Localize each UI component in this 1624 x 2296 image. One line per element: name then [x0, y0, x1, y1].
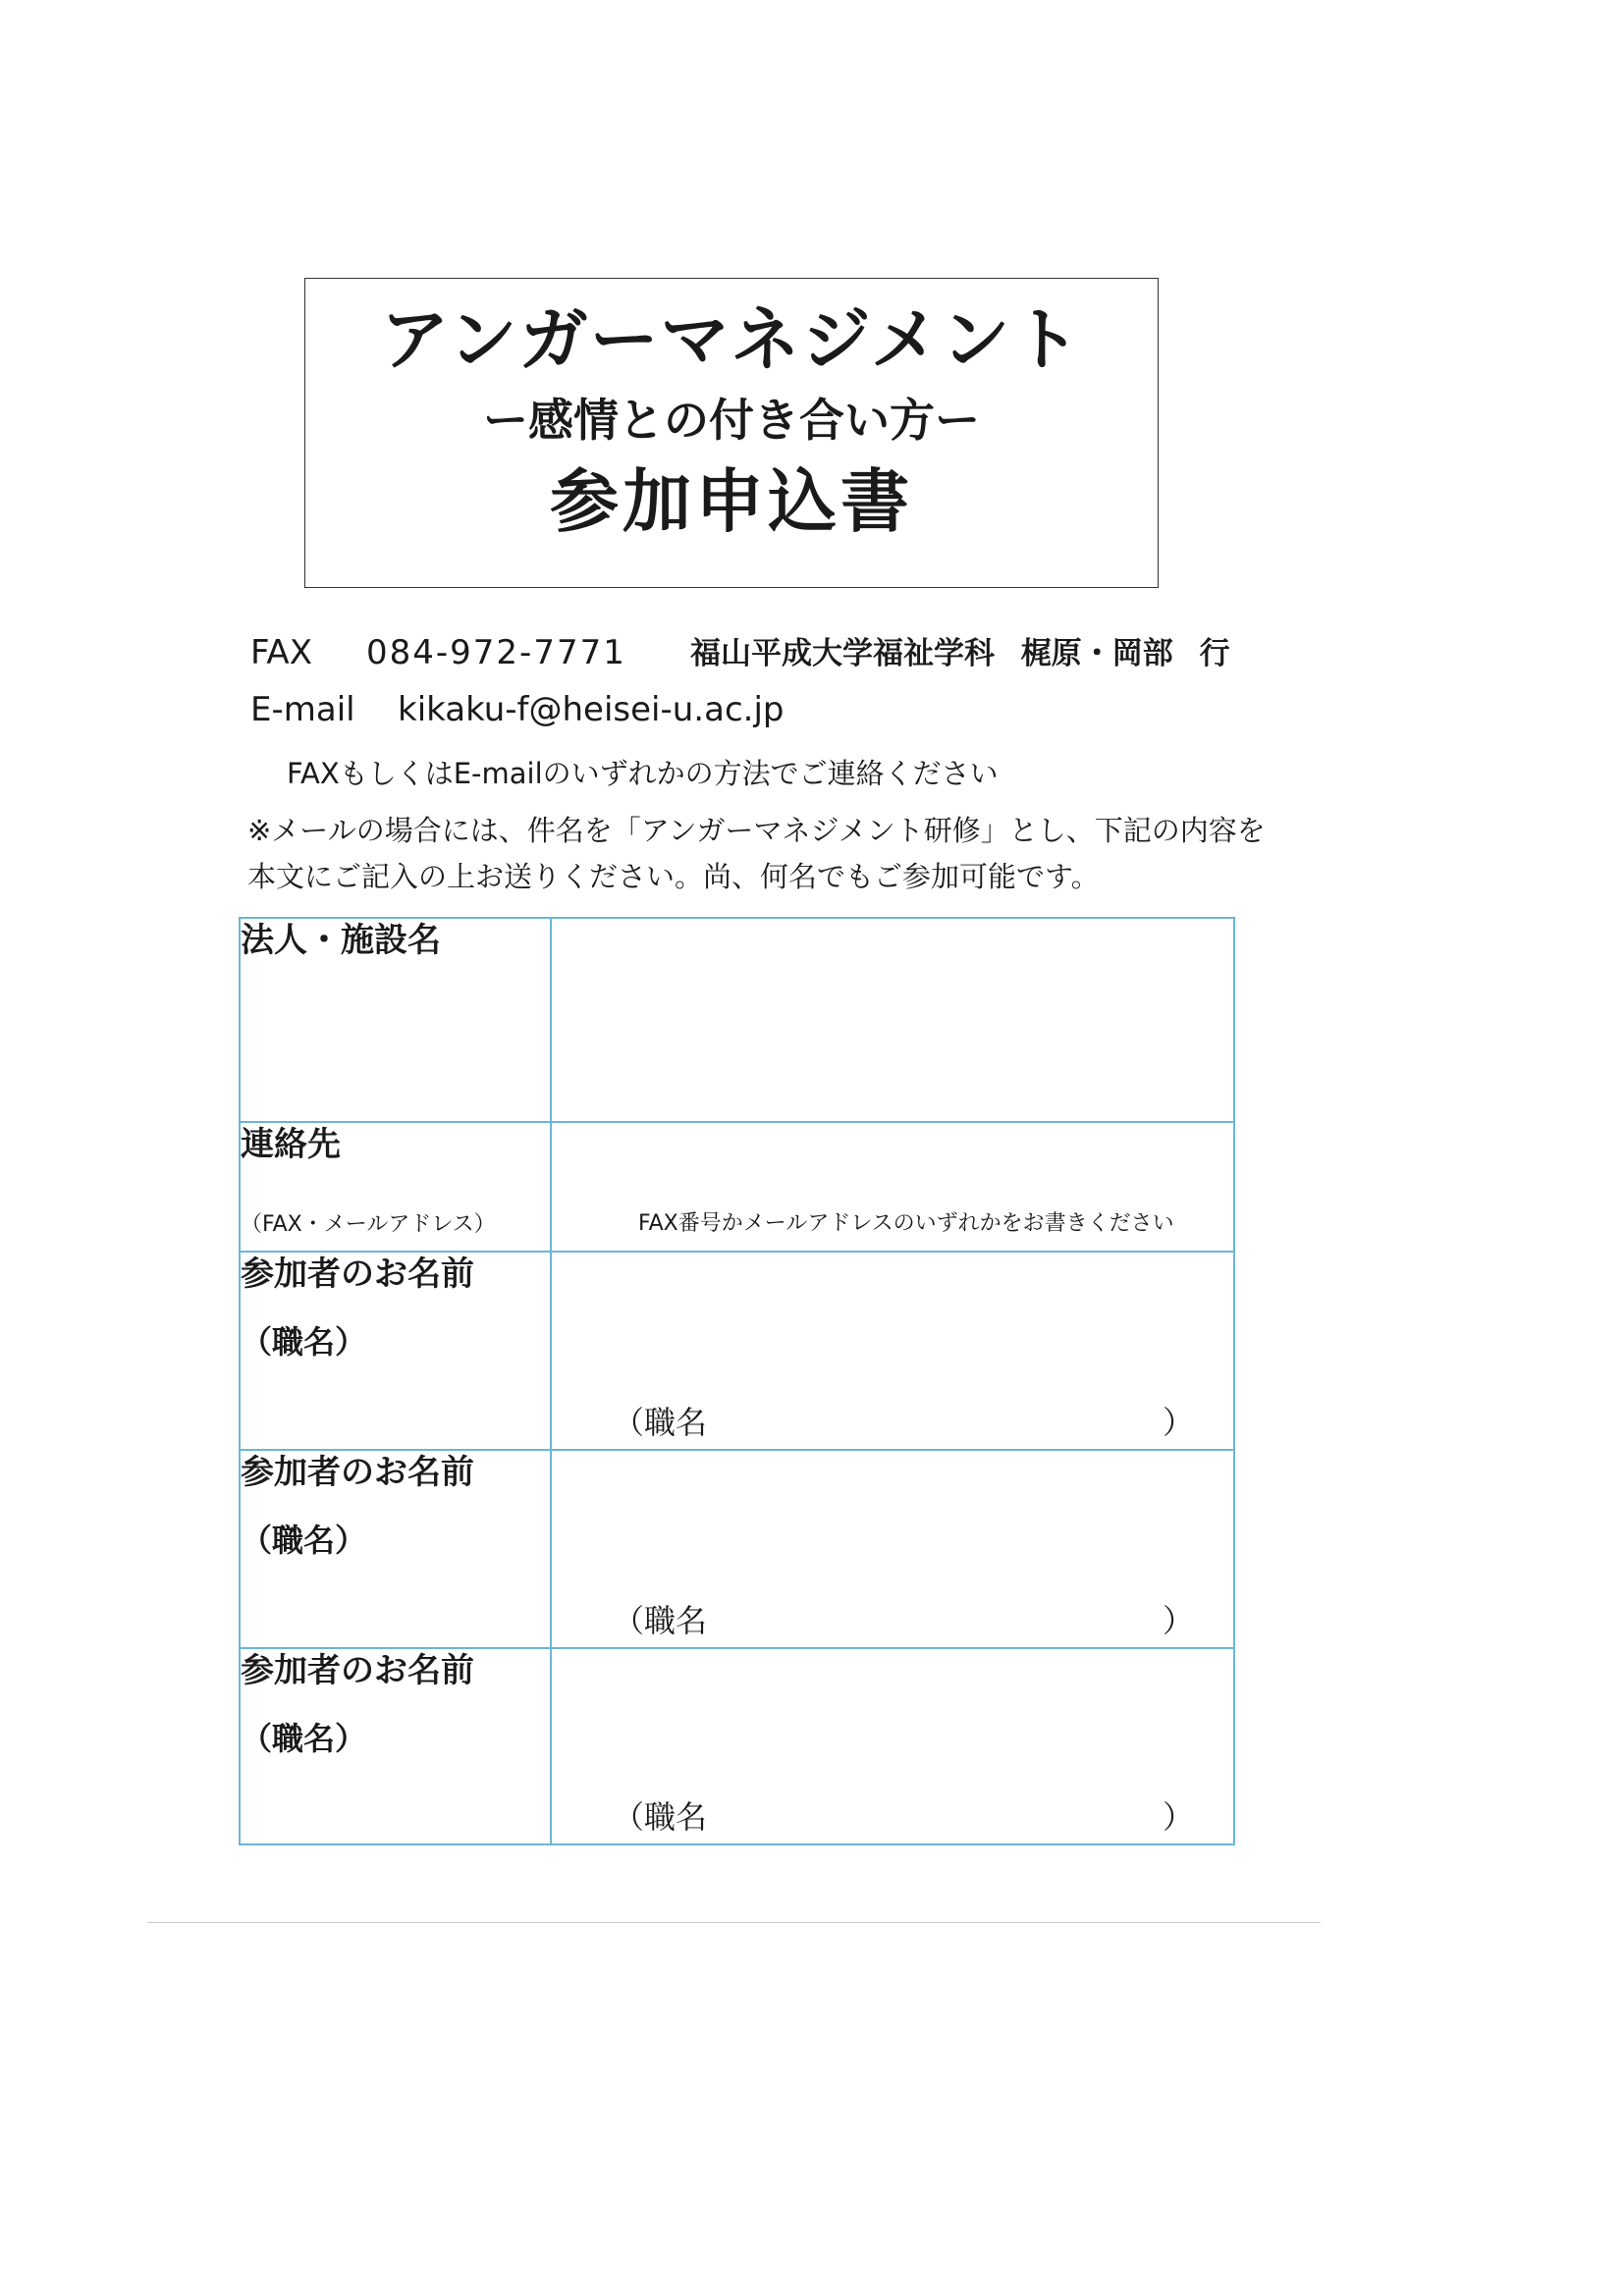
facility-label: 法人・施設名 [241, 921, 441, 960]
job-title-close: ） [1162, 1404, 1194, 1441]
form-title: 参加申込書 [550, 461, 913, 542]
facility-input-cell[interactable] [551, 918, 1234, 1122]
participant-label-cell [240, 1252, 551, 1450]
job-title-close: ） [1162, 1602, 1194, 1639]
participant-label-cell [240, 1648, 551, 1844]
job-title-line [613, 1398, 1194, 1441]
participant-label-cell [240, 1450, 551, 1648]
title-box [304, 278, 1159, 588]
recipient-names: 梶原・岡部 [1020, 636, 1173, 671]
participant-input-cell[interactable] [551, 1450, 1234, 1648]
participant-label: 参加者のお名前 [241, 1651, 474, 1690]
fax-number: 084-972-7771 [366, 633, 626, 672]
email-line [250, 690, 784, 729]
document-subtitle: ー感情との付き合い方ー [483, 394, 980, 447]
participant-label: 参加者のお名前 [241, 1255, 474, 1294]
job-title-line [613, 1792, 1194, 1836]
email-instruction-line1: ※メールの場合には、件名を「アンガーマネジメント研修」とし、下記の内容を [247, 814, 1266, 847]
job-title-line [613, 1596, 1194, 1639]
facility-label-cell [240, 918, 551, 1122]
contact-hint: FAX番号かメールアドレスのいずれかをお書きください [638, 1211, 1174, 1236]
participant-row [240, 1252, 1234, 1450]
email-instruction-line2: 本文にご記入の上お送りください。尚、何名でもご参加可能です。 [247, 860, 1100, 893]
participant-row [240, 1648, 1234, 1844]
participant-input-cell[interactable] [551, 1252, 1234, 1450]
recipient-suffix: 行 [1199, 636, 1230, 671]
contact-row [240, 1122, 1234, 1252]
participant-sublabel: （職名） [241, 1720, 367, 1758]
participant-sublabel: （職名） [241, 1323, 367, 1362]
fax-label: FAX [250, 633, 312, 672]
contact-label-cell [240, 1122, 551, 1252]
document-title: アンガーマネジメント [380, 299, 1083, 380]
contact-method-note: FAXもしくはE-mailのいずれかの方法でご連絡ください [287, 757, 999, 790]
job-title-open: （職名 [613, 1798, 708, 1836]
participant-input-cell[interactable] [551, 1648, 1234, 1844]
participant-sublabel: （職名） [241, 1522, 367, 1560]
organization-name: 福山平成大学福祉学科 [690, 636, 995, 671]
email-label: E-mail [250, 690, 355, 729]
email-address[interactable]: kikaku-f@heisei-u.ac.jp [398, 690, 785, 729]
participant-row [240, 1450, 1234, 1648]
fax-line [250, 628, 1230, 672]
job-title-open: （職名 [613, 1602, 708, 1639]
job-title-open: （職名 [613, 1404, 708, 1441]
application-form-table [239, 917, 1235, 1845]
job-title-close: ） [1162, 1798, 1194, 1836]
bottom-divider [147, 1922, 1321, 1923]
contact-input-cell[interactable] [551, 1122, 1234, 1252]
participant-label: 参加者のお名前 [241, 1453, 474, 1492]
contact-sublabel: （FAX・メールアドレス） [241, 1212, 496, 1238]
contact-label: 連絡先 [241, 1125, 341, 1164]
facility-row [240, 918, 1234, 1122]
